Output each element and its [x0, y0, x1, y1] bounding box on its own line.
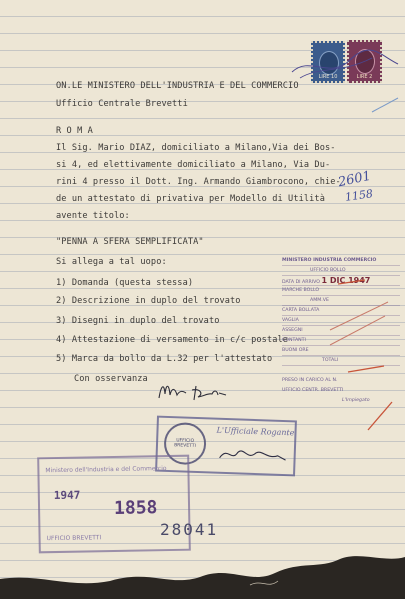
attachments-intro: Si allega a tal uopo: — [56, 257, 167, 267]
fee-stamp-line: AMM.VE — [282, 296, 400, 306]
body-line: si 4, ed elettivamente domiciliato a Milano, Via Du- — [56, 160, 331, 170]
attachment-item: 3) Disegni in duplo del trovato — [56, 316, 220, 326]
official-stamp-title: L'Ufficiale Rogante — [216, 425, 295, 438]
city-line: R O M A — [56, 126, 93, 136]
registration-footer: UFFICIO BREVETTI — [46, 534, 102, 543]
signature — [156, 378, 236, 406]
fee-stamp-line: BUONI ORE — [282, 346, 400, 356]
closing-line: Con osservanza — [74, 374, 148, 384]
registration-number: 1858 — [113, 497, 158, 519]
fee-stamp-footer: L'Impiegato — [342, 398, 370, 403]
fee-stamp — [282, 256, 400, 406]
attachment-item: 2) Descrizione in duplo del trovato — [56, 296, 241, 306]
fee-stamp-footer: PRESO IN CARICO AL N. — [282, 378, 338, 383]
stamp-value-label: LIRE 10 — [318, 74, 338, 80]
fee-stamp-line: ASSEGNI — [282, 326, 400, 336]
fee-stamp-line: DATA DI ARRIVO 1 DIC 1947 — [282, 276, 400, 286]
fee-stamp-line: TOTALI — [282, 356, 400, 366]
stamp-value-label: LIRE 2 — [356, 74, 373, 80]
revenue-stamp-blue — [311, 41, 345, 83]
fee-stamp-line: MARCHE BOLLO — [282, 286, 400, 296]
body-line: avente titolo: — [56, 211, 130, 221]
attachment-item: 5) Marca da bollo da L.32 per l'attestato — [56, 354, 273, 364]
fee-stamp-line: CARTA BOLLATA — [282, 306, 400, 316]
official-signature — [217, 442, 288, 468]
invention-title: "PENNA A SFERA SEMPLIFICATA" — [56, 237, 204, 247]
arrival-date: 1 DIC 1947 — [321, 276, 371, 285]
attachment-item: 4) Attestazione di versamento in c/c postale — [56, 335, 289, 345]
body-line: de un attestato di privativa per Modello di Utilità — [56, 194, 325, 204]
fee-stamp-line: MINISTERO INDUSTRIA COMMERCIO — [282, 256, 400, 266]
fee-stamp-line: VAGLIA — [282, 316, 400, 326]
torn-paper-edge — [0, 529, 405, 599]
round-seal-text: UFFICIO BREVETTI — [174, 438, 196, 449]
handwritten-number: 1158 — [344, 187, 374, 204]
registration-header: Ministero dell'Industria e del Commercio — [45, 465, 167, 475]
fee-stamp-footer: UFFICIO CENTR. BREVETTI — [282, 388, 344, 393]
serial-number: 28041 — [160, 520, 219, 539]
registration-year: 1947 — [53, 488, 81, 503]
addressee-line: ON.LE MINISTERO DELL'INDUSTRIA E DEL COMMERCIO — [56, 81, 299, 91]
attachment-item: 1) Domanda (questa stessa) — [56, 278, 194, 288]
revenue-stamp-purple — [347, 40, 382, 83]
body-line: Il Sig. Mario DIAZ, domiciliato a Milano,Via dei Bos- — [56, 143, 336, 153]
office-line: Ufficio Centrale Brevetti — [56, 99, 188, 109]
body-line: rini 4 presso il Dott. Ing. Armando Giambrocono, chie- — [56, 177, 341, 187]
handwritten-number: 2601 — [336, 168, 373, 191]
fee-stamp-line: CONTANTI — [282, 336, 400, 346]
fee-stamp-line: UFFICIO BOLLO — [282, 266, 400, 276]
